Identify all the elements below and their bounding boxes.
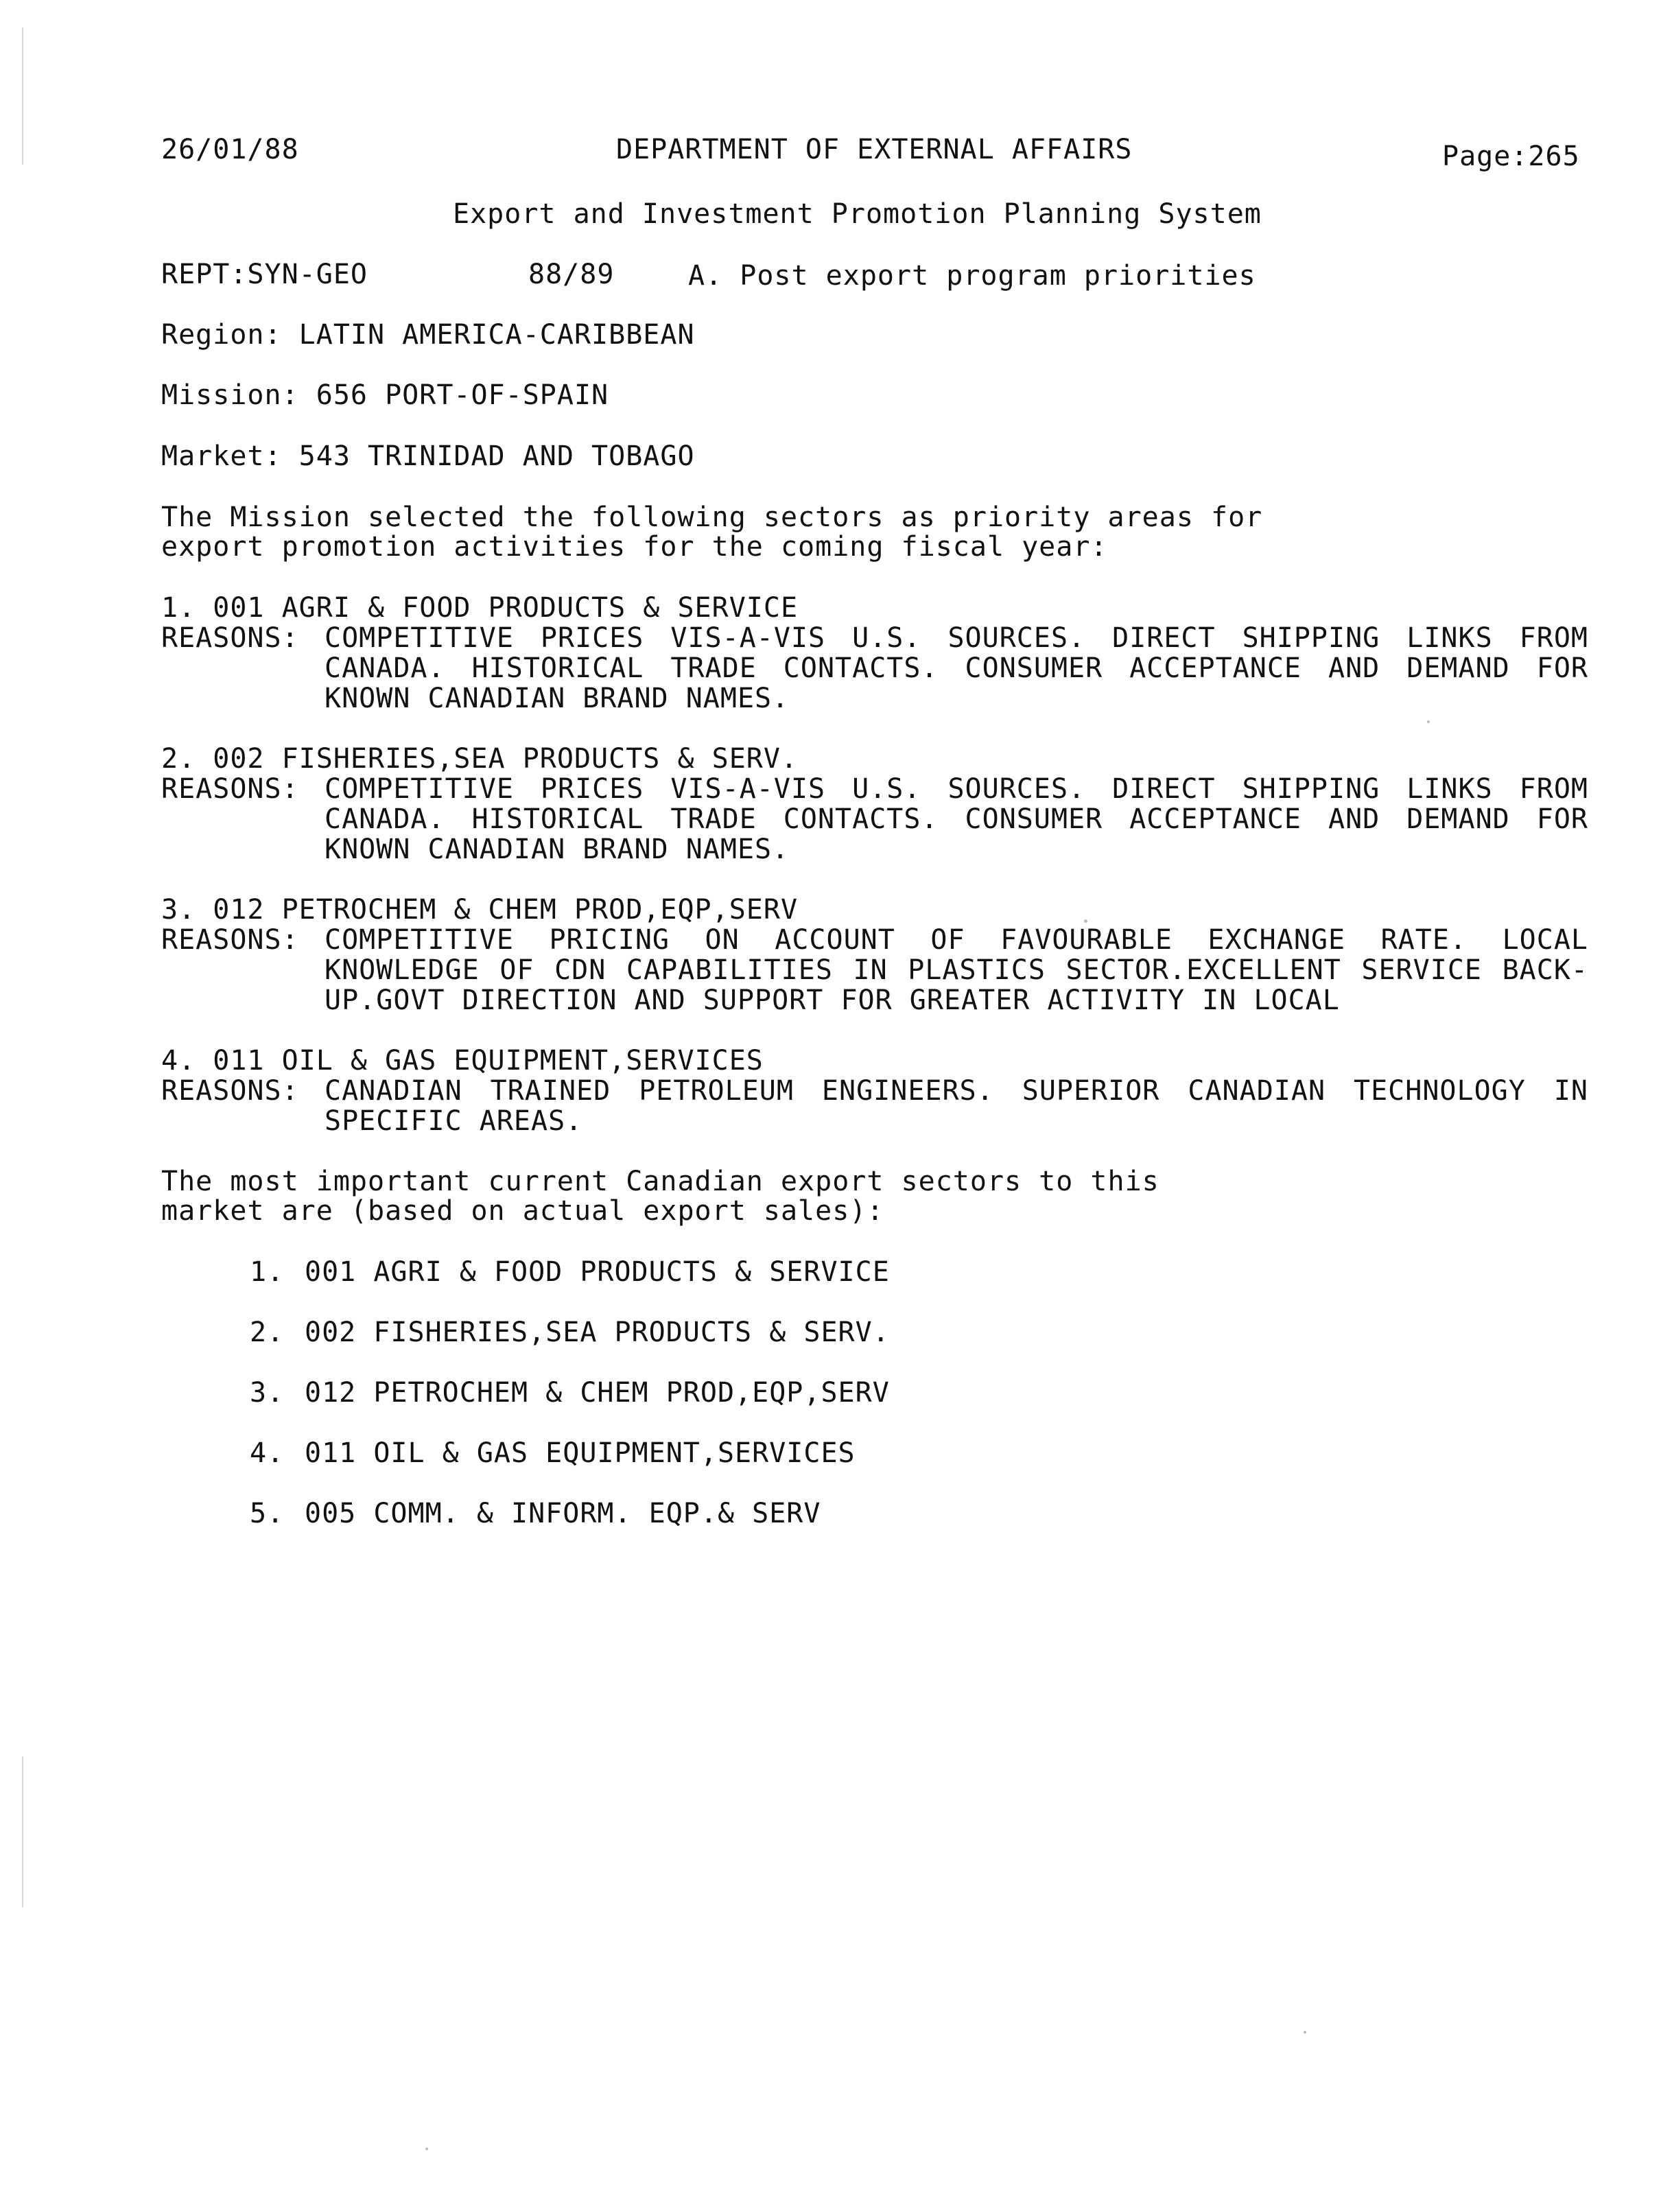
priority-sector [161,593,1588,714]
reasons-text: COMPETITIVE PRICES VIS-A-VIS U.S. SOURCES. DIRECT SHIPPING LINKS FROM CANADA. HISTORICAL TRADE CONTACTS. CONSUMER ACCEPTANCE AND DEMAND FOR KNOWN CANADIAN BRAND NAMES. [325,773,1588,865]
reasons-text: COMPETITIVE PRICES VIS-A-VIS U.S. SOURCES. DIRECT SHIPPING LINKS FROM CANADA. HISTORICAL TRADE CONTACTS. CONSUMER ACCEPTANCE AND DEMAND FOR KNOWN CANADIAN BRAND NAMES. [325,622,1588,714]
item-number: 2. [250,1317,285,1348]
item-number: 3. [250,1377,285,1409]
item-number: 1. [250,1256,285,1288]
report-year: 88/89 [528,259,615,290]
item-text: 001 AGRI & FOOD PRODUCTS & SERVICE [305,1256,890,1288]
item-text: 012 PETROCHEM & CHEM PROD,EQP,SERV [305,1377,890,1409]
item-text: 005 COMM. & INFORM. EQP.& SERV [305,1498,821,1529]
item-number: 5. [250,1498,285,1529]
export-intro-line: The most important current Canadian export sectors to this [161,1166,1159,1197]
reasons-label: REASONS: [161,773,299,805]
region-line: Region: LATIN AMERICA-CARIBBEAN [161,319,695,351]
page-number [1442,141,1580,172]
item-text: 002 FISHERIES,SEA PRODUCTS & SERV. [305,1317,890,1348]
reasons-label: REASONS: [161,1075,299,1107]
sector-reasons [161,1076,1588,1136]
report-code: REPT:SYN-GEO [161,259,368,290]
list-item [250,1498,890,1559]
list-item [250,1438,890,1498]
sector-heading: 3. 012 PETROCHEM & CHEM PROD,EQP,SERV [161,894,799,926]
list-item [250,1257,890,1317]
reasons-text: COMPETITIVE PRICING ON ACCOUNT OF FAVOURABLE EXCHANGE RATE. LOCAL KNOWLEDGE OF CDN CAPABILITIES IN PLASTICS SECTOR.EXCELLENT SERVICE BACK-UP.GOVT DIRECTION AND SUPPORT FOR GREATER ACTIVITY IN LOCAL [325,924,1588,1016]
system-title: Export and Investment Promotion Planning System [453,198,1262,230]
priority-sector [161,744,1588,864]
scan-speck [1427,720,1430,723]
scan-margin-mark [22,1756,23,1907]
sector-heading: 2. 002 FISHERIES,SEA PRODUCTS & SERV. [161,743,799,775]
intro-text-line: The Mission selected the following sectors as priority areas for [161,502,1263,533]
reasons-label: REASONS: [161,924,299,956]
reasons-text: CANADIAN TRAINED PETROLEUM ENGINEERS. SUPERIOR CANADIAN TECHNOLOGY IN SPECIFIC AREAS. [325,1075,1588,1137]
page-label: Page: [1442,141,1529,172]
item-text: 011 OIL & GAS EQUIPMENT,SERVICES [305,1437,856,1469]
page-value: 265 [1528,141,1580,172]
sector-reasons [161,774,1588,864]
reasons-label: REASONS: [161,622,299,654]
intro-text-line: export promotion activities for the coming fiscal year: [161,531,1108,563]
sector-heading: 1. 001 AGRI & FOOD PRODUCTS & SERVICE [161,592,799,624]
item-number: 4. [250,1437,285,1469]
report-date: 26/01/88 [161,134,299,165]
scan-margin-mark [22,27,23,165]
priority-sector [161,895,1588,1015]
sector-heading: 4. 011 OIL & GAS EQUIPMENT,SERVICES [161,1045,764,1076]
report-title: A. Post export program priorities [688,260,1256,292]
sector-reasons [161,623,1588,714]
department-name: DEPARTMENT OF EXTERNAL AFFAIRS [616,134,1133,165]
scan-speck [425,2148,428,2150]
list-item [250,1378,890,1438]
market-line: Market: 543 TRINIDAD AND TOBAGO [161,440,695,472]
mission-line: Mission: 656 PORT-OF-SPAIN [161,379,609,411]
scan-speck [1304,2031,1306,2034]
top-export-sectors-list [250,1257,890,1559]
list-item [250,1317,890,1378]
export-intro-line: market are (based on actual export sales): [161,1195,884,1227]
priority-sector [161,1046,1588,1136]
sector-reasons [161,925,1588,1015]
